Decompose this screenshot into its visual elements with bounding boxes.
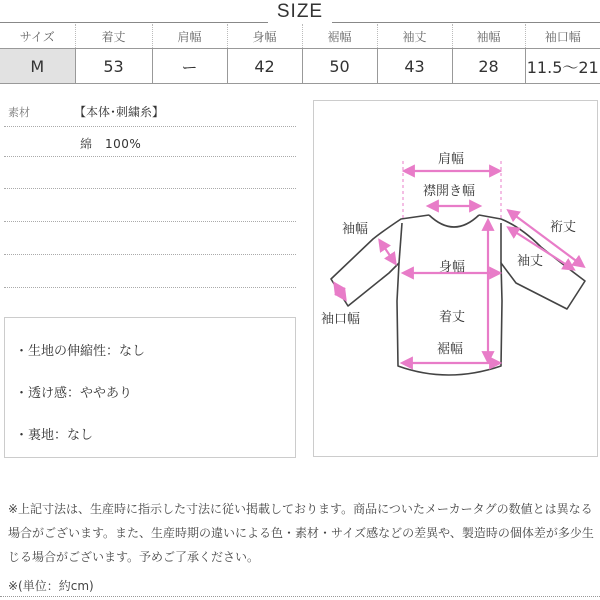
label-sleeve-width: 袖幅 bbox=[342, 222, 369, 237]
material-divider bbox=[4, 221, 296, 222]
material-label: 素材 bbox=[8, 106, 30, 119]
col-header-length: 着丈 bbox=[75, 24, 152, 49]
label-hem-width: 裾幅 bbox=[437, 342, 464, 357]
col-header-body-width: 身幅 bbox=[227, 24, 302, 49]
measurement-diagram bbox=[313, 100, 598, 457]
label-body-width: 身幅 bbox=[439, 260, 466, 275]
size-title: SIZE bbox=[276, 1, 324, 22]
measurement-note: ※上記寸法は、生産時に指示した寸法に従い掲載しております。商品についたメーカータグの数値とは異なる場合がございます。また、生産時期の違いによる色・素材・サイズ感などの差異や、製造時の個体差が多少生じる場合がございます。予めご了承ください。 bbox=[8, 502, 594, 564]
col-header-cuff-width: 袖口幅 bbox=[525, 24, 600, 49]
unit-note: ※(単位：約cm) bbox=[8, 579, 94, 593]
col-header-sleeve-width: 袖幅 bbox=[452, 24, 525, 49]
label-shoulder: 肩幅 bbox=[438, 152, 465, 167]
cell-cuff-width: 11.5〜21 bbox=[525, 49, 600, 84]
property-stretch: ・生地の伸縮性：なし bbox=[15, 344, 146, 359]
size-table bbox=[0, 24, 600, 84]
title-rule-left bbox=[0, 22, 268, 23]
col-header-size: サイズ bbox=[0, 24, 75, 49]
label-neck-width: 襟開き幅 bbox=[423, 184, 476, 199]
col-header-shoulder: 肩幅 bbox=[152, 24, 227, 49]
cell-size: M bbox=[0, 49, 75, 84]
cell-sleeve-width: 28 bbox=[452, 49, 525, 84]
cell-body-width: 42 bbox=[227, 49, 302, 84]
material-divider bbox=[4, 254, 296, 255]
property-sheerness: ・透け感：ややあり bbox=[15, 386, 133, 401]
material-divider bbox=[4, 188, 296, 189]
cell-sleeve-length: 43 bbox=[377, 49, 452, 84]
material-divider bbox=[4, 126, 296, 127]
fabric-properties-box bbox=[4, 317, 296, 458]
property-lining: ・裏地：なし bbox=[15, 428, 94, 443]
bottom-divider bbox=[0, 596, 600, 597]
col-header-hem-width: 裾幅 bbox=[302, 24, 377, 49]
material-heading: 【本体･刺繍糸】 bbox=[74, 105, 165, 119]
material-composition: 綿 100% bbox=[80, 137, 142, 151]
material-divider bbox=[4, 287, 296, 288]
size-table-header bbox=[0, 24, 600, 49]
cell-hem-width: 50 bbox=[302, 49, 377, 84]
title-rule-right bbox=[332, 22, 600, 23]
cell-length: 53 bbox=[75, 49, 152, 84]
cell-shoulder: ー bbox=[152, 49, 227, 84]
label-yuki: 裄丈 bbox=[550, 220, 577, 235]
table-row bbox=[0, 49, 600, 84]
label-length: 着丈 bbox=[439, 310, 466, 325]
garment-diagram-svg bbox=[314, 101, 597, 456]
label-sleeve-length: 袖丈 bbox=[517, 254, 544, 269]
col-header-sleeve-length: 袖丈 bbox=[377, 24, 452, 49]
material-divider bbox=[4, 156, 296, 157]
label-cuff-width: 袖口幅 bbox=[321, 312, 361, 327]
